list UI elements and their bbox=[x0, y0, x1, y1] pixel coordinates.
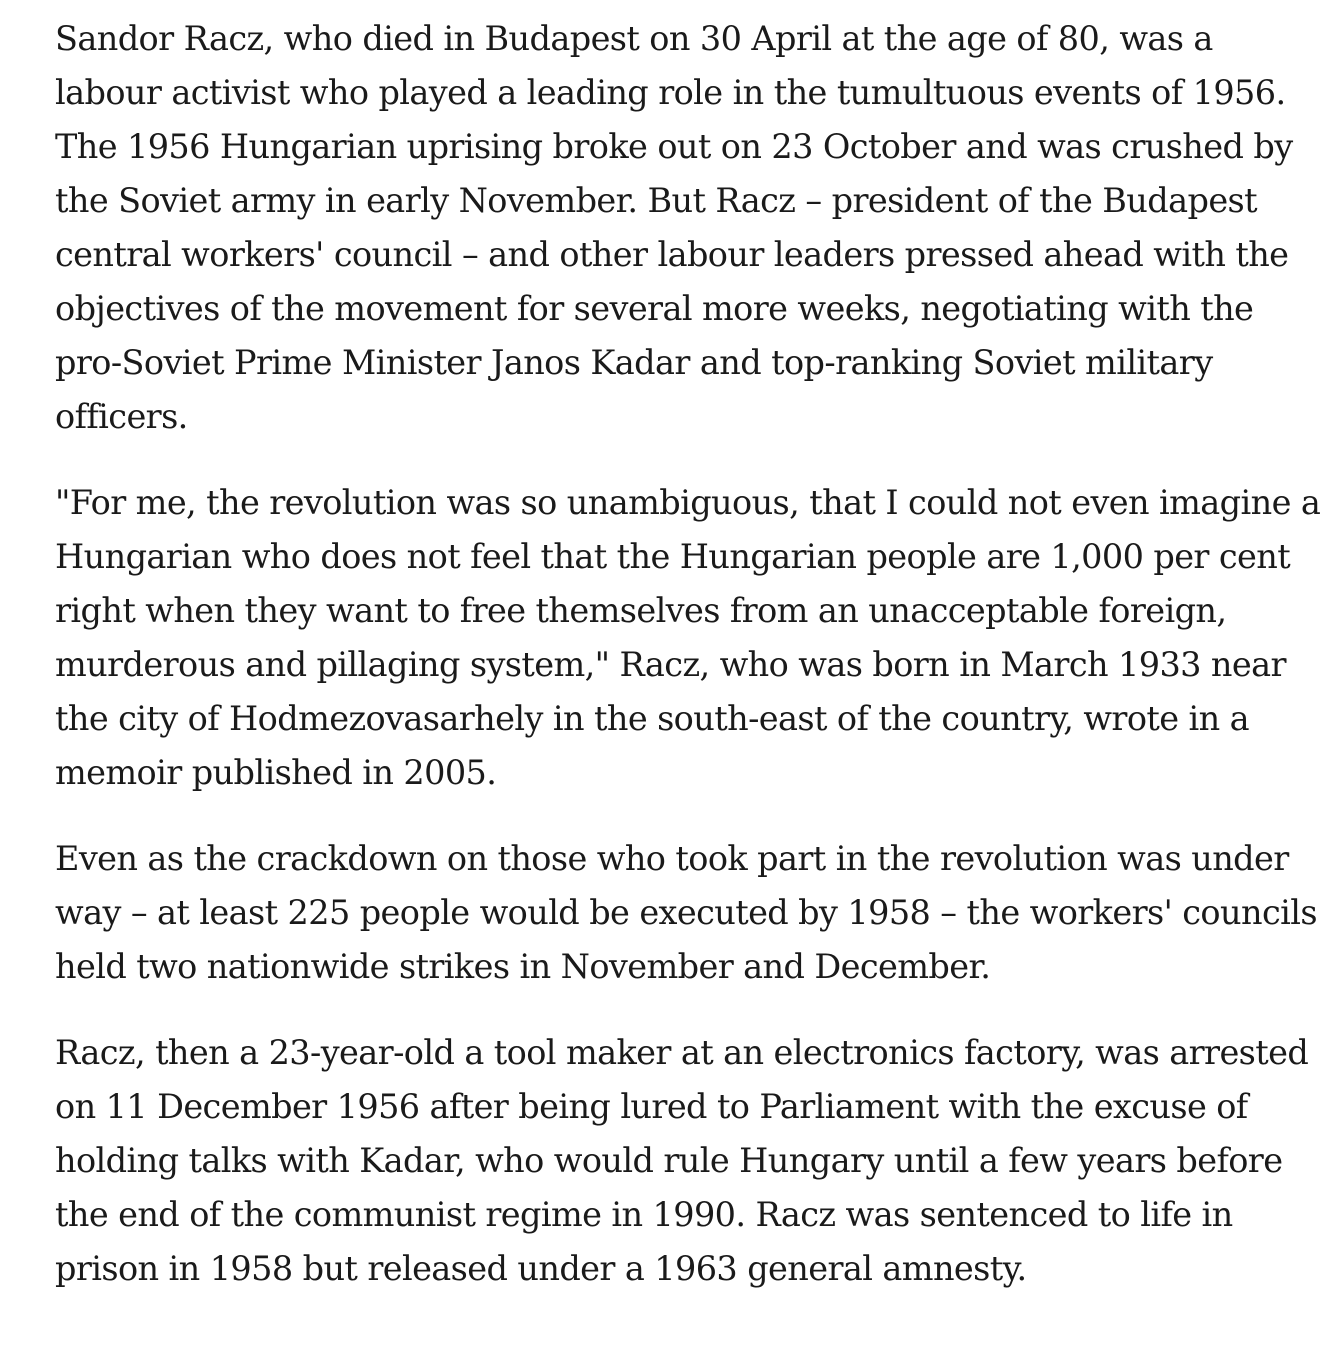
paragraph-1: Sandor Racz, who died in Budapest on 30 April at the age of 80, was a labour activist who played a leading role in the tumultuous events of 1956. The 1956 Hungarian uprising broke out on 23 October and was crushed by the Soviet army in early November. But Racz – president of the Budapest central workers' council – and other labour leaders pressed ahead with the objectives of the movement for several more weeks, negotiating with the pro-Soviet Prime Minister Janos Kadar and top-ranking Soviet military officers. bbox=[55, 19, 1293, 436]
paragraph-2: "For me, the revolution was so unambiguous, that I could not even imagine a Hungarian who does not feel that the Hungarian people are 1,000 per cent right when they want to free themselves from an unacceptable foreign, murderous and pillaging system," Racz, who was born in March 1933 near the city of Hodmezovasarhely in the south-east of the country, wrote in a memoir published in 2005. bbox=[55, 483, 1321, 792]
paragraph-3: Even as the crackdown on those who took part in the revolution was under way – at least 225 people would be executed by 1958 – the workers' councils held two nationwide strikes in November and December. bbox=[55, 839, 1317, 986]
paragraph-4: Racz, then a 23-year-old a tool maker at an electronics factory, was arrested on 11 December 1956 after being lured to Parliament with the excuse of holding talks with Kadar, who would rule Hungary until a few years before the end of the communist regime in 1990. Racz was sentenced to life in prison in 1958 but released under a 1963 general amnesty. bbox=[55, 1033, 1309, 1288]
article-body bbox=[55, 12, 1325, 1328]
